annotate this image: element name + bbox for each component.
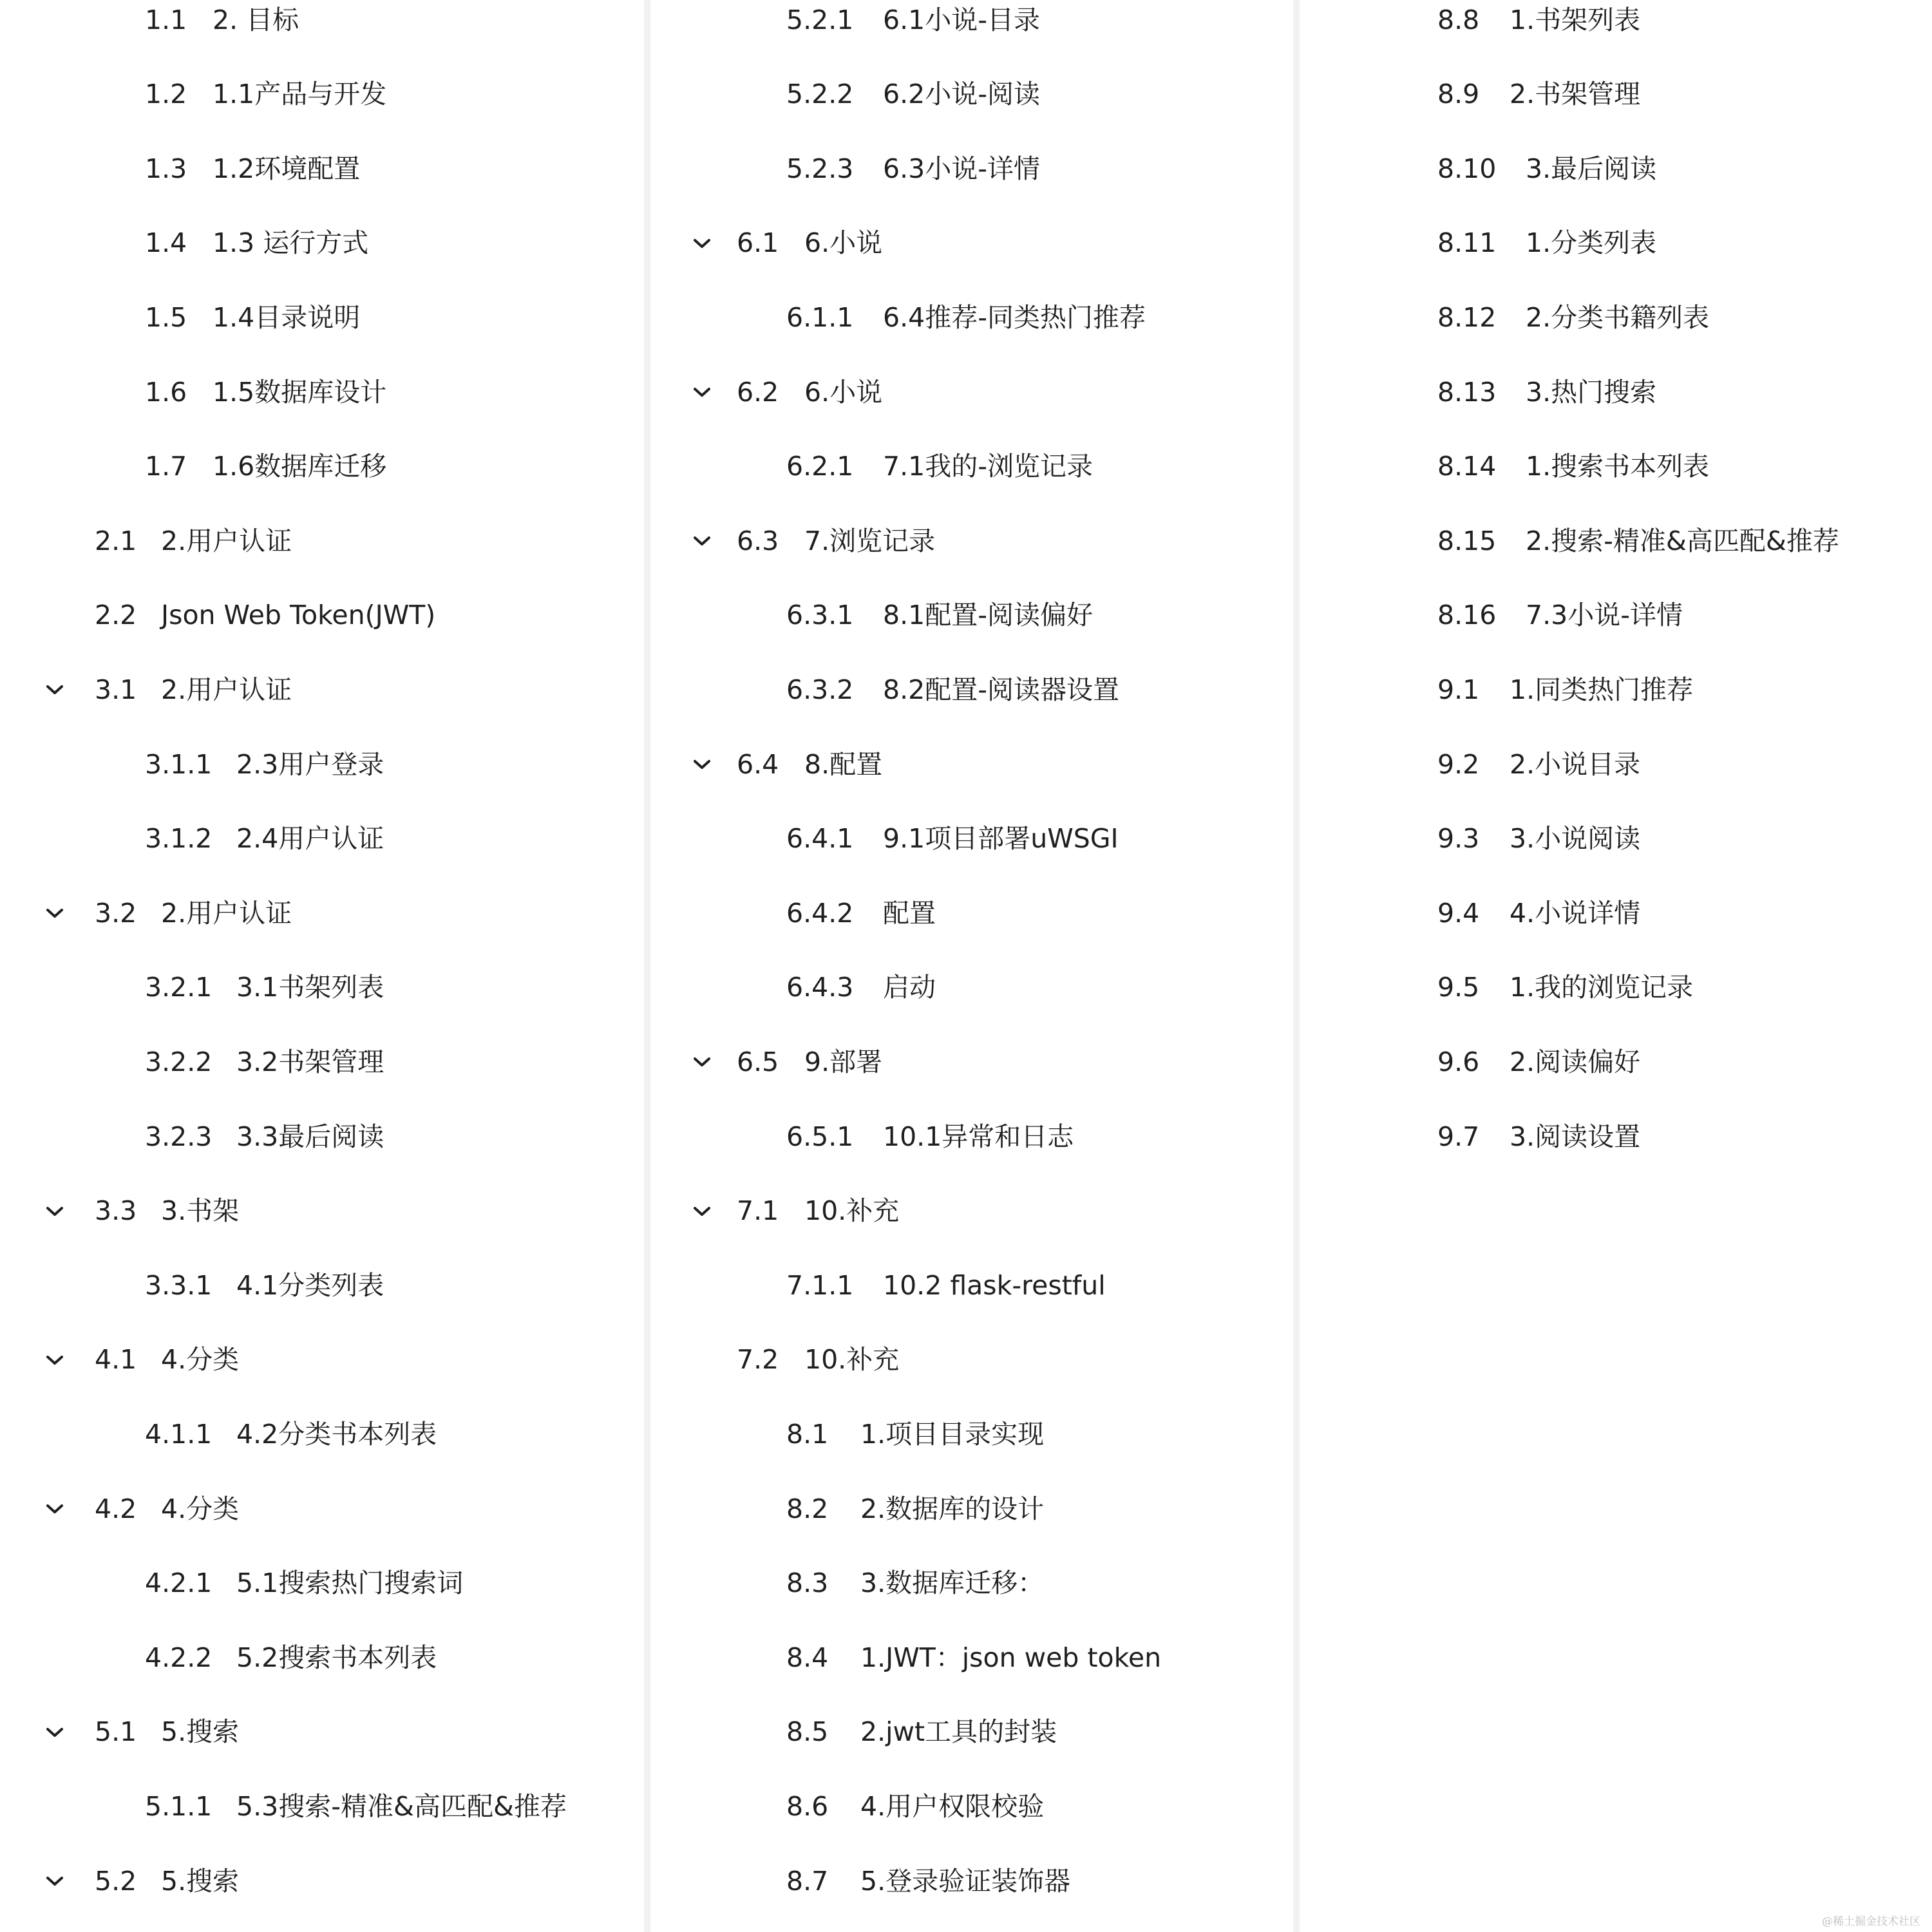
toc-item-title: 6.小说 [804,227,883,259]
toc-item-title: 7.3小说-详情 [1526,600,1683,631]
toc-item-number: 9.3 [1437,823,1480,855]
toc-item-number: 5.1 [95,1716,137,1748]
toc-item-title: 6.3小说-详情 [883,153,1040,184]
toc-item-number: 6.2 [737,376,779,408]
toc-item-title: 2.用户认证 [161,525,292,556]
toc-item[interactable] [786,664,1119,715]
toc-item-number: 8.5 [786,1716,829,1748]
watermark: @稀土掘金技术社区 [1822,1915,1920,1928]
toc-item-title: 1.我的浏览记录 [1510,972,1694,1003]
toc-item-number: 6.4 [737,748,779,780]
toc-item-title: 8.1配置-阅读偏好 [883,600,1093,631]
toc-item[interactable] [145,739,384,790]
toc-item-number: 3.1.2 [145,823,213,855]
toc-item-title: 1.分类列表 [1526,227,1657,259]
toc-item[interactable] [786,590,1093,641]
toc-item[interactable] [737,515,935,567]
toc-item-title: 3.书架 [161,1195,240,1227]
toc-item[interactable] [95,664,292,715]
toc-item[interactable] [145,218,368,269]
toc-item-title: 启动 [883,972,936,1003]
toc-item-number: 1.7 [145,451,187,482]
toc-item-title: 6.4推荐-同类热门推荐 [883,301,1146,333]
toc-item-number: 4.2.1 [145,1567,213,1599]
toc-item[interactable] [1437,962,1693,1014]
toc-item-number: 4.2 [95,1493,137,1524]
toc-item-number: 8.4 [786,1642,829,1673]
toc-item-number: 6.3 [737,525,779,556]
toc-item-title: 2.小说目录 [1510,748,1641,780]
toc-item-title: 5.1搜索热门搜索词 [236,1567,464,1599]
toc-item[interactable] [95,1855,239,1907]
toc-item-number: 5.1.1 [145,1790,213,1822]
toc-item-number: 3.1 [95,674,137,705]
toc-item-title: 4.用户权限校验 [860,1790,1045,1822]
chevron-down-icon[interactable] [687,750,717,779]
toc-item-number: 8.15 [1437,525,1497,556]
toc-item-title: 8.2配置-阅读器设置 [883,674,1119,705]
toc-item[interactable] [95,1186,239,1237]
toc-item[interactable] [95,1707,239,1758]
toc-item-number: 4.1 [95,1344,137,1376]
toc-item[interactable] [145,441,386,493]
toc-item[interactable] [1437,515,1839,567]
toc-item-number: 8.13 [1437,376,1497,408]
toc-item[interactable] [1437,218,1656,269]
chevron-down-icon[interactable] [40,898,70,928]
toc-item-number: 5.2.3 [786,153,854,184]
toc-item-number: 8.6 [786,1790,829,1822]
toc-item-number: 8.14 [1437,451,1497,482]
toc-item[interactable] [786,962,936,1014]
toc-item-title: 2.4用户认证 [236,823,384,855]
toc-item-number: 3.2 [95,897,137,929]
toc-item-title: 3.2书架管理 [236,1046,384,1077]
toc-item[interactable] [145,0,299,46]
toc-item-number: 3.2.3 [145,1121,213,1152]
toc-item-title: 2.分类书籍列表 [1526,301,1710,333]
toc-item-number: 1.1 [145,4,187,35]
toc-item[interactable] [786,1707,1057,1758]
column-divider [644,0,650,1932]
toc-item[interactable] [145,143,360,194]
toc-item-number: 8.8 [1437,4,1480,35]
toc-item[interactable] [786,813,1119,865]
toc-item[interactable] [786,1408,1044,1460]
toc-item-number: 1.6 [145,376,187,408]
toc-item[interactable] [786,1781,1044,1832]
toc-item[interactable] [1437,813,1640,865]
toc-item[interactable] [737,1334,899,1386]
toc-item-number: 3.2.1 [145,972,213,1003]
toc-item-number: 1.2 [145,79,187,110]
toc-item[interactable] [145,1408,437,1460]
toc-item-title: 10.1异常和日志 [883,1121,1074,1152]
toc-item-title: 6.2小说-阅读 [883,79,1040,110]
toc-item-title: 2.3用户登录 [236,748,384,780]
toc-item-title: 10.2 flask-restful [883,1269,1106,1301]
toc-item[interactable] [95,1334,239,1386]
toc-item-title: 3.阅读设置 [1510,1121,1641,1152]
toc-item[interactable] [786,1260,1106,1311]
toc-item[interactable] [786,143,1040,194]
toc-item-title: 9.部署 [804,1046,883,1077]
toc-item-title: 4.1分类列表 [236,1269,384,1301]
toc-item-number: 6.4.1 [786,823,854,855]
toc-item-title: 6.1小说-目录 [883,4,1040,35]
toc-item-title: 10.补充 [804,1344,900,1376]
toc-item-number: 8.10 [1437,153,1497,184]
toc-item-title: 10.补充 [804,1195,900,1227]
toc-item-number: 3.3.1 [145,1269,213,1301]
toc-item-number: 8.3 [786,1567,829,1599]
toc-item-number: 8.1 [786,1418,829,1450]
chevron-down-icon[interactable] [40,1494,70,1524]
toc-item-number: 1.3 [145,153,187,184]
chevron-down-icon[interactable] [40,1718,70,1747]
toc-item-title: 1.4目录说明 [213,301,361,333]
toc-item[interactable] [737,739,882,790]
toc-item-title: 8.配置 [804,748,883,780]
toc-item-title: 5.3搜索-精准&高匹配&推荐 [236,1790,567,1822]
toc-item-number: 5.2.2 [786,79,854,110]
toc-item[interactable] [145,1111,384,1162]
toc-item-title: 1.2环境配置 [213,153,361,184]
toc-item[interactable] [145,1558,463,1609]
toc-item-title: 2.书架管理 [1510,79,1641,110]
toc-item-title: 配置 [883,897,936,929]
toc-item-number: 2.1 [95,525,137,556]
toc-item[interactable] [786,1558,1044,1609]
toc-item-title: 1.搜索书本列表 [1526,451,1710,482]
toc-item-title: 3.1书架列表 [236,972,384,1003]
toc-item-title: 1.书架列表 [1510,4,1641,35]
toc-item-title: 2.阅读偏好 [1510,1046,1641,1077]
toc-item-number: 6.5 [737,1046,779,1077]
toc-item-number: 6.3.2 [786,674,854,705]
toc-item[interactable] [1437,1111,1640,1162]
toc-item-title: 7.浏览记录 [804,525,936,556]
toc-item-title: 2.用户认证 [161,674,292,705]
toc-item[interactable] [737,366,882,418]
toc-item-number: 8.12 [1437,301,1497,333]
toc-item-number: 9.4 [1437,897,1480,929]
toc-item-title: 2.搜索-精准&高匹配&推荐 [1526,525,1839,556]
toc-item-title: 1.6数据库迁移 [213,451,387,482]
toc-item[interactable] [786,1855,1070,1907]
toc-item[interactable] [145,292,360,343]
toc-item-title: 2.jwt工具的封装 [860,1716,1057,1748]
toc-item[interactable] [145,1632,437,1683]
toc-item[interactable] [1437,366,1656,418]
toc-item-title: 1.JWT：json web token [860,1642,1162,1673]
toc-item[interactable] [95,887,292,939]
toc-item-title: 2.数据库的设计 [860,1493,1045,1524]
toc-item-number: 6.1.1 [786,301,854,333]
chevron-down-icon[interactable] [40,1866,70,1896]
toc-item-title: 4.小说详情 [1510,897,1641,929]
toc-item-title: 3.热门搜索 [1526,376,1657,408]
toc-item-title: 5.搜索 [161,1865,240,1897]
toc-item[interactable] [737,1186,899,1237]
toc-item[interactable] [1437,69,1640,120]
toc-item[interactable] [145,366,386,418]
chevron-down-icon[interactable] [687,1197,717,1226]
toc-item-title: Json Web Token(JWT) [161,600,436,631]
toc-item-number: 9.7 [1437,1121,1480,1152]
toc-item[interactable] [786,1111,1074,1162]
toc-item[interactable] [1437,0,1640,46]
toc-item-number: 8.2 [786,1493,829,1524]
toc-item-title: 4.2分类书本列表 [236,1418,437,1450]
toc-item[interactable] [786,1483,1044,1535]
toc-item[interactable] [1437,590,1683,641]
toc-item-title: 6.小说 [804,376,883,408]
toc-item-number: 5.2 [95,1865,137,1897]
toc-item-number: 1.5 [145,301,187,333]
chevron-down-icon[interactable] [40,1345,70,1375]
toc-item-title: 9.1项目部署uWSGI [883,823,1119,855]
toc-item-title: 2.用户认证 [161,897,292,929]
toc-item-number: 6.5.1 [786,1121,854,1152]
toc-item[interactable] [786,441,1093,493]
chevron-down-icon[interactable] [40,1197,70,1226]
toc-item-title: 3.数据库迁移： [860,1567,1045,1599]
toc-item-title: 3.最后阅读 [1526,153,1657,184]
toc-item-number: 3.2.2 [145,1046,213,1077]
toc-item-number: 8.16 [1437,600,1497,631]
toc-item-number: 9.2 [1437,748,1480,780]
toc-item-number: 8.11 [1437,227,1497,259]
toc-item-number: 1.4 [145,227,187,259]
toc-item-title: 1.项目目录实现 [860,1418,1045,1450]
toc-item-title: 1.1产品与开发 [213,79,387,110]
chevron-down-icon[interactable] [687,526,717,556]
toc-item-title: 3.小说阅读 [1510,823,1641,855]
toc-item-number: 6.4.3 [786,972,854,1003]
toc-item[interactable] [95,515,292,567]
toc-item-number: 8.7 [786,1865,829,1897]
toc-item[interactable] [95,1483,239,1535]
toc-item[interactable] [145,1260,384,1311]
column-divider [1293,0,1300,1932]
toc-item-title: 2. 目标 [213,4,299,35]
toc-item-title: 4.分类 [161,1344,240,1376]
toc-item-number: 7.1 [737,1195,779,1227]
toc-item-title: 3.3最后阅读 [236,1121,384,1152]
toc-item-number: 9.5 [1437,972,1480,1003]
toc-item-title: 1.同类热门推荐 [1510,674,1694,705]
toc-item-number: 7.1.1 [786,1269,854,1301]
toc-item[interactable] [786,69,1040,120]
toc-item-number: 6.4.2 [786,897,854,929]
toc-item[interactable] [786,1632,1161,1683]
toc-item[interactable] [145,813,384,865]
toc-item-number: 4.1.1 [145,1418,213,1450]
toc-item[interactable] [1437,739,1640,790]
chevron-down-icon[interactable] [40,675,70,705]
chevron-down-icon[interactable] [687,1047,717,1077]
toc-item[interactable] [145,69,386,120]
toc-item-title: 5.登录验证装饰器 [860,1865,1071,1897]
toc-item-number: 9.1 [1437,674,1480,705]
toc-item-number: 8.9 [1437,79,1480,110]
toc-item-number: 5.2.1 [786,4,854,35]
toc-item-title: 1.3 运行方式 [213,227,369,259]
toc-item-number: 6.3.1 [786,600,854,631]
toc-item-number: 2.2 [95,600,137,631]
toc-item-number: 3.1.1 [145,748,213,780]
toc-item-number: 7.2 [737,1344,779,1376]
toc-item[interactable] [1437,292,1709,343]
toc-item[interactable] [145,1036,384,1088]
toc-item-title: 4.分类 [161,1493,240,1524]
toc-item[interactable] [95,590,435,641]
chevron-down-icon[interactable] [687,229,717,258]
toc-item-number: 3.3 [95,1195,137,1227]
chevron-down-icon[interactable] [687,377,717,407]
toc-item[interactable] [145,1781,567,1832]
toc-item-number: 4.2.2 [145,1642,213,1673]
toc-item[interactable] [737,218,882,269]
toc-item-title: 7.1我的-浏览记录 [883,451,1093,482]
toc-item[interactable] [786,292,1146,343]
toc-item-title: 1.5数据库设计 [213,376,387,408]
toc-item[interactable] [786,0,1040,46]
toc-item[interactable] [1437,1036,1640,1088]
toc-item[interactable] [1437,441,1709,493]
toc-item[interactable] [145,962,384,1014]
toc-item-number: 6.2.1 [786,451,854,482]
toc-item-number: 6.1 [737,227,779,259]
toc-item[interactable] [786,887,936,939]
toc-item-title: 5.2搜索书本列表 [236,1642,437,1673]
toc-item[interactable] [1437,143,1656,194]
toc-item-title: 5.搜索 [161,1716,240,1748]
toc-item[interactable] [1437,664,1693,715]
toc-item[interactable] [737,1036,882,1088]
toc-item-number: 9.6 [1437,1046,1480,1077]
toc-item[interactable] [1437,887,1640,939]
